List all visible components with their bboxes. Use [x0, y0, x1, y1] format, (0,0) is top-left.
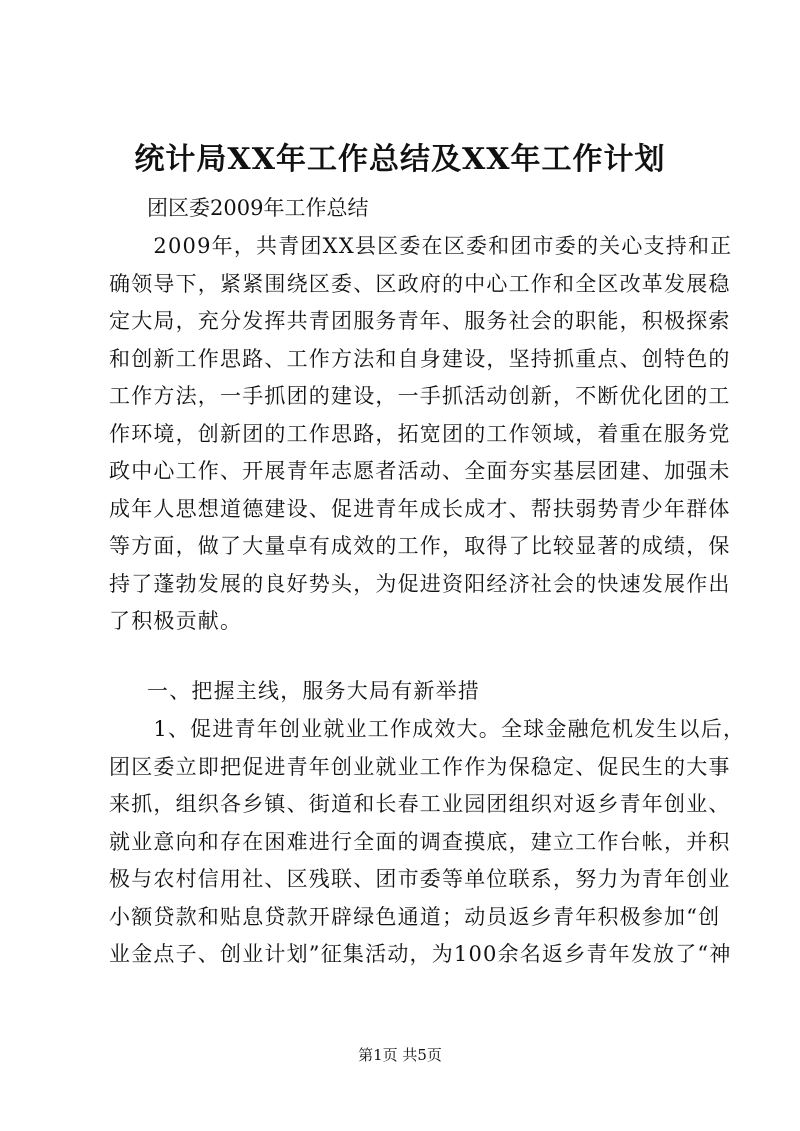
paragraph-line: 和创新工作思路、工作方法和自身建设，坚持抓重点、创特色的 [109, 346, 731, 371]
paragraph-line: 确领导下，紧紧围绕区委、区政府的中心工作和全区改革发展稳 [109, 271, 731, 296]
page-footer: 第1页 共5页 [358, 1046, 442, 1064]
paragraph-line: 2009年，共青团XX县区委在区委和团市委的关心支持和正 [109, 234, 733, 258]
paragraph-line: 等方面，做了大量卓有成效的工作，取得了比较显著的成绩，保 [109, 534, 731, 558]
paragraph-line: 定大局，充分发挥共青团服务青年、服务社会的职能，积极探索 [109, 309, 731, 333]
paragraph-line: 工作方法，一手抓团的建设，一手抓活动创新，不断优化团的工 [109, 384, 731, 408]
paragraph-line: 团区委立即把促进青年创业就业工作作为保稳定、促民生的大事 [109, 754, 731, 779]
paragraph-line: 作环境，创新团的工作思路，拓宽团的工作领域，着重在服务党 [109, 421, 731, 446]
body-paragraph-1 [109, 228, 733, 641]
paragraph-line: 就业意向和存在困难进行全面的调查摸底，建立工作台帐，并积 [109, 829, 731, 854]
paragraph-line: 持了蓬勃发展的良好势头，为促进资阳经济社会的快速发展作出 [109, 571, 731, 596]
paragraph-line: 小额贷款和贴息贷款开辟绿色通道；动员返乡青年积极参加“创 [109, 904, 721, 929]
section-heading: 一、把握主线，服务大局有新举措 [147, 679, 480, 703]
document-subtitle: 团区委2009年工作总结 [147, 196, 369, 220]
paragraph-line: 来抓，组织各乡镇、街道和长春工业园团组织对返乡青年创业、 [109, 792, 731, 816]
document-title: 统计局XX年工作总结及XX年工作计划 [134, 142, 666, 177]
paragraph-line: 极与农村信用社、区残联、团市委等单位联系，努力为青年创业 [109, 867, 731, 891]
paragraph-line: 业金点子、创业计划”征集活动，为100余名返乡青年发放了“神 [109, 942, 732, 966]
body-paragraph-2 [109, 711, 746, 974]
paragraph-line: 1、促进青年创业就业工作成效大。全球金融危机发生以后， [109, 717, 746, 741]
paragraph-line: 政中心工作、开展青年志愿者活动、全面夯实基层团建、加强未 [109, 459, 731, 483]
paragraph-line: 了积极贡献。 [109, 609, 243, 633]
paragraph-line: 成年人思想道德建设、促进青年成长成才、帮扶弱势青少年群体 [109, 496, 731, 521]
